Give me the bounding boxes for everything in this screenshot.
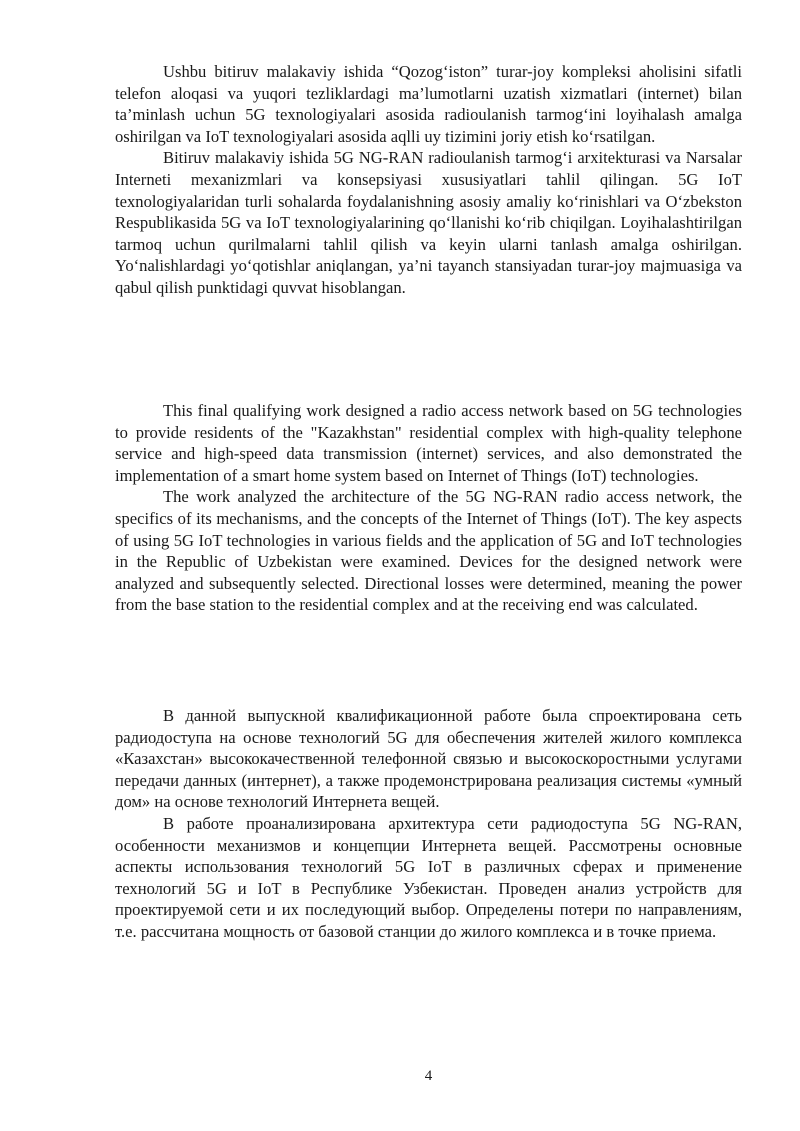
page-number: 4: [424, 1068, 433, 1084]
abstract-english: [115, 400, 742, 616]
document-page: [115, 0, 742, 1131]
abstract-ru-paragraph-2: В работе проанализирована архитектура сети радиодоступа 5G NG-RAN, особенности механизмов и концепции Интернета вещей. Рассмотрены основные аспекты использования технологий 5G IoT в различных сферах и применение технологий 5G и IoT в Республике Узбекистан. Проведен анализ устройств для проектируемой сети и их последующий выбор. Определены потери по направлениям, т.е. рассчитана мощность от базовой станции до жилого комплекса и в точке приема.: [115, 813, 742, 941]
abstract-uz-paragraph-2: Bitiruv malakaviy ishida 5G NG-RAN radioulanish tarmog‘i arxitekturasi va Narsalar Interneti mexanizmlari va konsepsiyasi xususiyatlari tahlil qilingan. 5G IoT texnologiyalaridan turli sohalarda foydalanishning asosiy amaliy ko‘rinishlari va O‘zbekston Respublikasida 5G va IoT texnologiyalarining qo‘llanishi ko‘rib chiqilgan. Loyihalashtirilgan tarmoq uchun qurilmalarni tahlil qilish va keyin ularni tanlash amalga oshirilgan. Yo‘nalishlardagi yo‘qotishlar aniqlangan, ya’ni tayanch stansiyadan turar-joy majmuasiga va qabul qilish punktidagi quvvat hisoblangan.: [115, 148, 742, 297]
abstract-uz-paragraph-1: Ushbu bitiruv malakaviy ishida “Qozog‘iston” turar-joy kompleksi aholisini sifatli telefon aloqasi va yuqori tezliklardagi ma’lumotlarni uzatish xizmatlari (internet) bilan ta’minlash uchun 5G texnologiyalari asosida radioulanish tarmog‘ini loyihalash amalga oshirilgan va IoT texnologiyalari asosida aqlli uy tizimini joriy etish ko‘rsatilgan.: [115, 62, 742, 146]
abstract-ru-paragraph-1: В данной выпускной квалификационной работе была спроектирована сеть радиодоступа на основе технологий 5G для обеспечения жителей жилого комплекса «Казахстан» высококачественной телефонной связью и высокоскоростными услугами передачи данных (интернет), а также продемонстрирована реализация системы «умный дом» на основе технологий Интернета вещей.: [115, 706, 742, 812]
abstract-en-paragraph-1: This final qualifying work designed a radio access network based on 5G technologies to provide residents of the "Kazakhstan" residential complex with high-quality telephone service and high-speed data transmission (internet) services, and also demonstrated the implementation of a smart home system based on Internet of Things (IoT) technologies.: [115, 401, 742, 485]
abstract-en-paragraph-2: The work analyzed the architecture of the 5G NG-RAN radio access network, the specifics of its mechanisms, and the concepts of the Internet of Things (IoT). The key aspects of using 5G IoT technologies in various fields and the application of 5G and IoT technologies in the Republic of Uzbekistan were examined. Devices for the designed network were analyzed and subsequently selected. Directional losses were determined, meaning the power from the base station to the residential complex and at the receiving end was calculated.: [115, 487, 742, 615]
abstract-russian: [115, 705, 742, 943]
abstract-uzbek: [115, 61, 742, 299]
